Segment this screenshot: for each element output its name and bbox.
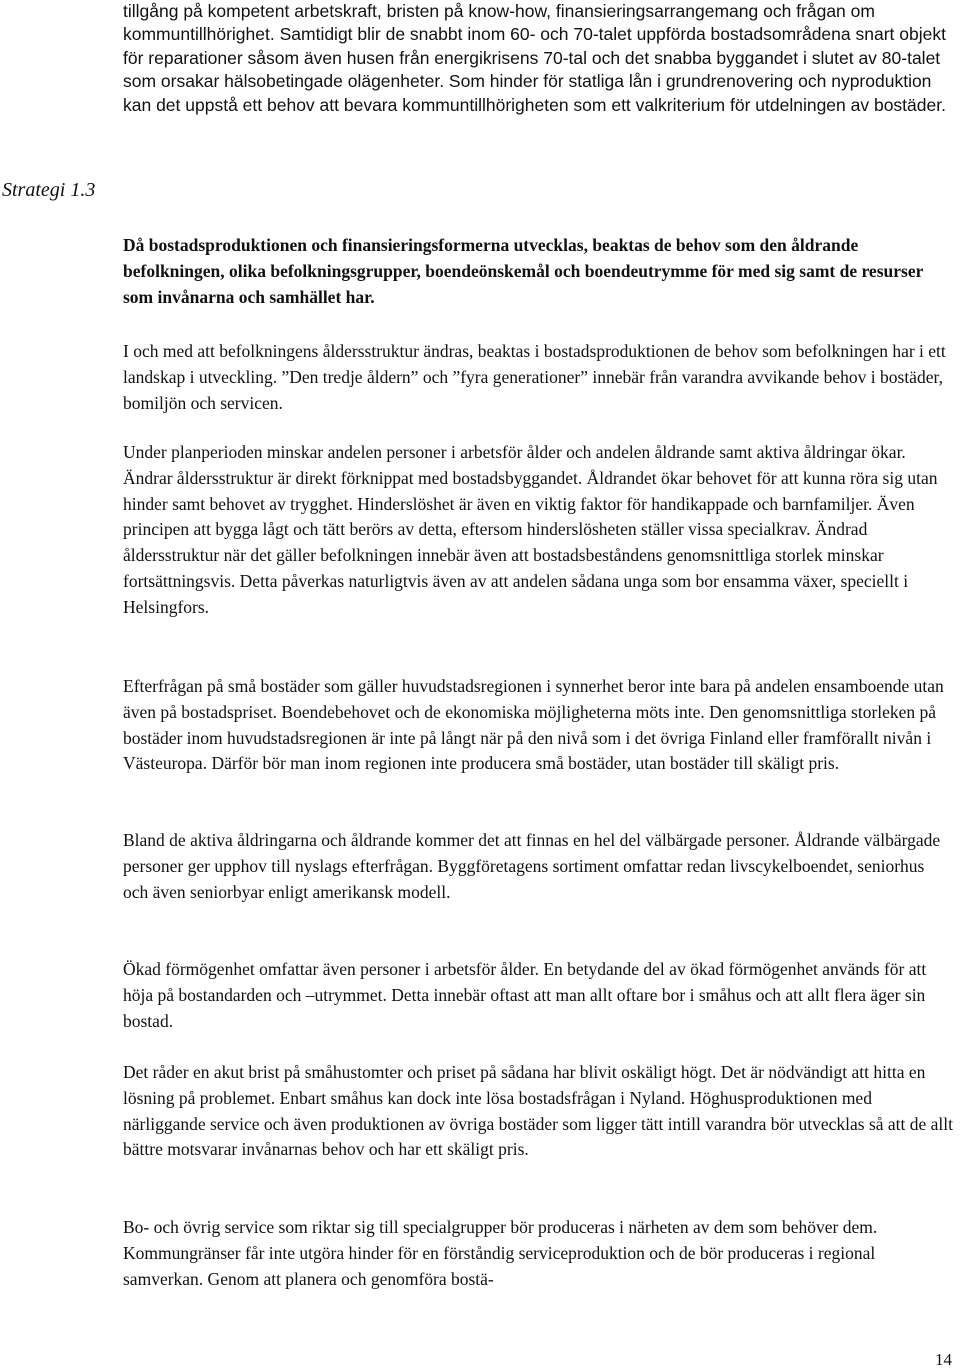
body-paragraph-1 (123, 339, 953, 416)
paragraph-text: I och med att befolkningens åldersstruktur ändras, beaktas i bostadsproduktionen de behov som befolkningen har i ett landskap i utveckling. ”Den tredje åldern” och ”fyra generationer” innebär från varandra avvikande behov i bostäder, bomiljön och servicen. (123, 341, 946, 413)
body-paragraph-5 (123, 957, 953, 1034)
paragraph-text: Under planperioden minskar andelen personer i arbetsför ålder och andelen åldrande samt aktiva åldringar ökar. Ändrar åldersstruktur är direkt förknippat med bostadsbyggandet. Åldrandet ökar behovet för att kunna röra sig utan hinder samt behovet av trygghet. Hinderslöshet är även en viktig faktor för handikappade och barnfamiljer. Även principen att bygga lågt och tätt berörs av detta, eftersom hinderslösheten ställer vissa specialkrav. Ändrad åldersstruktur när det gäller befolkningen innebär även att bostadsbeståndens genomsnittliga storlek minskar fortsättningsvis. Detta påverkas naturligtvis även av att andelen sådana unga som bor ensamma växer, speciellt i Helsingfors. (123, 442, 938, 617)
strategy-label: Strategi 1.3 (2, 179, 96, 201)
intro-paragraph: tillgång på kompetent arbetskraft, bristen på know-how, finansieringsarrangemang och frågan om kommuntillhörighet. Samtidigt blir de snabbt inom 60- och 70-talet uppförda bostadsområdena snart objekt för reparationer såsom även husen från energikrisens 70-tal och det snabba byggandet i slutet av 80-talet som orsakar hälsobetingade olägenheter. Som hinder för statliga lån i grundrenovering och nyproduktion kan det uppstå ett behov att bevara kommuntillhörigheten som ett valkriterium för utdelningen av bostäder. (123, 1, 946, 115)
strategy-statement: Då bostadsproduktionen och finansieringsformerna utvecklas, beaktas de behov som den åldrande befolkningen, olika befolkningsgrupper, boendeönskemål och boendeutrymme för med sig samt de resurser som invånarna och samhället har. (123, 235, 924, 307)
paragraph-text: Det råder en akut brist på småhustomter och priset på sådana har blivit oskäligt högt. Det är nödvändigt att hitta en lösning på problemet. Enbart småhus kan dock inte lösa bostadsfrågan i Nyland. Höghusproduktionen med närliggande service och även produktionen av övriga bostäder som ligger tätt intill varandra bör utvecklas så att de allt bättre motsvarar invånarnas behov och har ett skäligt pris. (123, 1062, 954, 1160)
paragraph-text: Bland de aktiva åldringarna och åldrande kommer det att finnas en hel del välbärgade personer. Åldrande välbärgade personer ger upphov till nyslags efterfrågan. Byggföretagens sortiment omfattar redan livscykelboendet, seniorhus och även seniorbyar enligt amerikansk modell. (123, 830, 941, 902)
body-paragraph-7 (123, 1215, 953, 1292)
strategy-text (123, 233, 953, 310)
body-paragraph-4 (123, 828, 953, 905)
paragraph-text: Ökad förmögenhet omfattar även personer i arbetsför ålder. En betydande del av ökad förmögenhet används för att höja på bostandarden och –utrymmet. Detta innebär oftast att man allt oftare bor i småhus och att allt flera äger sin bostad. (123, 959, 927, 1031)
paragraph-text: Efterfrågan på små bostäder som gäller huvudstadsregionen i synnerhet beror inte bara på andelen ensamboende utan även på bostadspriset. Boendebehovet och de ekonomiska möjligheterna möts inte. Den genomsnittliga storleken på bostäder inom huvudstadsregionen är inte på långt när på den nivå som i det övriga Finland eller framförallt nivån i Västeuropa. Därför bör man inom regionen inte producera små bostäder, utan bostäder till skäligt pris. (123, 676, 944, 774)
page-number: 14 (935, 1350, 952, 1369)
body-paragraph-3 (123, 674, 953, 777)
body-paragraph-2 (123, 440, 953, 621)
paragraph-text: Bo- och övrig service som riktar sig till specialgrupper bör produceras i närheten av dem som behöver dem. Kommungränser får inte utgöra hinder för en förståndig serviceproduktion och de bör produceras i regional samverkan. Genom att planera och genomföra bostä- (123, 1217, 878, 1289)
body-paragraph-6 (123, 1060, 953, 1163)
